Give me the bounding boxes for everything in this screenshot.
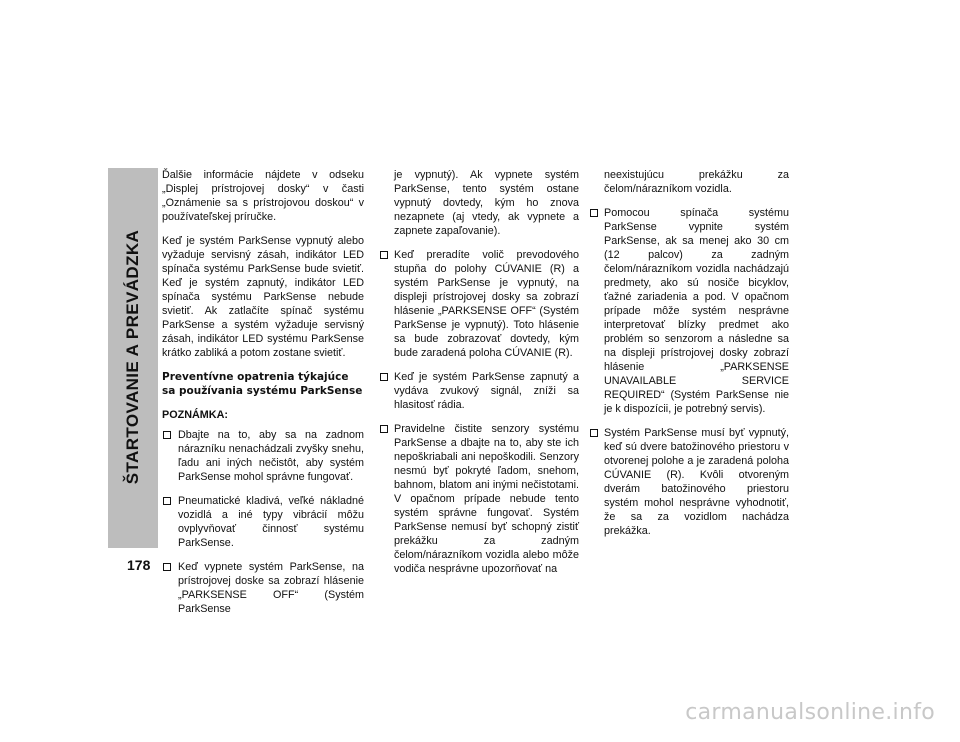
section-heading: Preventívne opatrenia týkajúce sa používania systému ParkSense bbox=[162, 371, 363, 397]
text-column-3 bbox=[589, 168, 789, 548]
list-item bbox=[162, 494, 364, 550]
checkbox-bullet-icon bbox=[380, 425, 388, 433]
checkbox-bullet-icon bbox=[163, 563, 171, 571]
list-item bbox=[162, 428, 364, 484]
list-item-text: Pomocou spínača systému ParkSense vypnite systém ParkSense, ak sa menej ako 30 cm (12 palcov) za zadným čelom/nárazníkom vozidla nachádzajú predmety, ako sú nosiče bicyklov, ťažné zariadenia a pod. V opačnom prípade môže systém nesprávne interpretovať blízky predmet ako problém so senzorom a následne sa na displeji prístrojovej dosky zobrazí hlásenie „PARKSENSE UNAVAILABLE SERVICE REQUIRED“ (Systém ParkSense nie je k dispozícii, je potrebný servis). bbox=[604, 207, 789, 415]
text-column-1 bbox=[162, 168, 364, 626]
note-label: POZNÁMKA: bbox=[162, 409, 228, 421]
list-item bbox=[589, 206, 789, 416]
list-item-text: Keď vypnete systém ParkSense, na prístrojovej doske sa zobrazí hlásenie „PARKSENSE OFF“ (Systém ParkSense bbox=[178, 561, 364, 615]
checkbox-bullet-icon bbox=[380, 251, 388, 259]
continued-text: neexistujúcu prekážku za čelom/nárazníkom vozidla. bbox=[604, 169, 789, 195]
list-item bbox=[162, 560, 364, 616]
note-bullet-list bbox=[162, 428, 364, 616]
list-item-text: Dbajte na to, aby sa na zadnom nárazníku nenachádzali zvyšky snehu, ľadu ani iných nečistôt, aby systém ParkSense mohol správne fungovať. bbox=[178, 429, 364, 483]
list-item-text: Pneumatické kladivá, veľké nákladné vozidlá a iné typy vibrácií môžu ovplyvňovať činnosť systému ParkSense. bbox=[178, 495, 364, 549]
text-column-2 bbox=[379, 168, 579, 586]
checkbox-bullet-icon bbox=[163, 497, 171, 505]
continued-text: je vypnutý). Ak vypnete systém ParkSense, tento systém ostane vypnutý dovtedy, kým ho znova nezapnete (aj vtedy, ak vypnete a zapnete zapaľovanie). bbox=[394, 169, 579, 237]
list-item bbox=[379, 248, 579, 360]
paragraph-led-indicator: Keď je systém ParkSense vypnutý alebo vyžaduje servisný zásah, indikátor LED spínača systému ParkSense bude svietiť. Keď je systém zapnutý, indikátor LED spínača systému ParkSense nebude svietiť. Ak zatlačíte spínač systému ParkSense a systém vyžaduje servisný zásah, indikátor LED systému ParkSense krátko zabliká a potom zostane svietiť. bbox=[162, 235, 364, 359]
watermark: carmanualsonline.info bbox=[685, 700, 935, 725]
list-item bbox=[379, 422, 579, 576]
checkbox-bullet-icon bbox=[380, 373, 388, 381]
list-item bbox=[379, 370, 579, 412]
list-item-text: Pravidelne čistite senzory systému ParkSense a dbajte na to, aby ste ich nepoškriabali ani nepoškodili. Senzory nesmú byť pokryté ľadom, snehom, bahnom, blatom ani inými nečistotami. V opačnom prípade nebude tento systém správne fungovať. Systém ParkSense nemusí byť schopný zistiť prekážku za zadným čelom/nárazníkom vozidla alebo môže vodiča nesprávne upozorňovať na bbox=[394, 423, 579, 575]
checkbox-bullet-icon bbox=[590, 209, 598, 217]
list-item-text: Keď preradíte volič prevodového stupňa do polohy CÚVANIE (R) a systém ParkSense je vypnutý, na displeji prístrojovej dosky sa zobrazí hlásenie „PARKSENSE OFF“ (Systém ParkSense je vypnutý). Toto hlásenie sa bude zobrazovať dovtedy, kým bude zaradená poloha CÚVANIE (R). bbox=[394, 249, 579, 359]
list-item-text: Keď je systém ParkSense zapnutý a vydáva zvukový signál, zníži sa hlasitosť rádia. bbox=[394, 371, 579, 411]
list-item-text: Systém ParkSense musí byť vypnutý, keď sú dvere batožinového priestoru v otvorenej polohe a je zaradená poloha CÚVANIE (R). Kvôli otvoreným dverám batožinového priestoru systém mohol nesprávne vyhodnotiť, že sa za vozidlom nachádza prekážka. bbox=[604, 427, 789, 537]
chapter-title: ŠTARTOVANIE A PREVÁDZKA bbox=[123, 229, 142, 485]
paragraph-more-info: Ďalšie informácie nájdete v odseku „Displej prístrojovej dosky“ v časti „Oznámenie sa s prístrojovou doskou“ v používateľskej príručke. bbox=[162, 169, 364, 223]
checkbox-bullet-icon bbox=[590, 429, 598, 437]
list-item bbox=[589, 426, 789, 538]
checkbox-bullet-icon bbox=[163, 431, 171, 439]
page-number: 178 bbox=[127, 557, 151, 573]
